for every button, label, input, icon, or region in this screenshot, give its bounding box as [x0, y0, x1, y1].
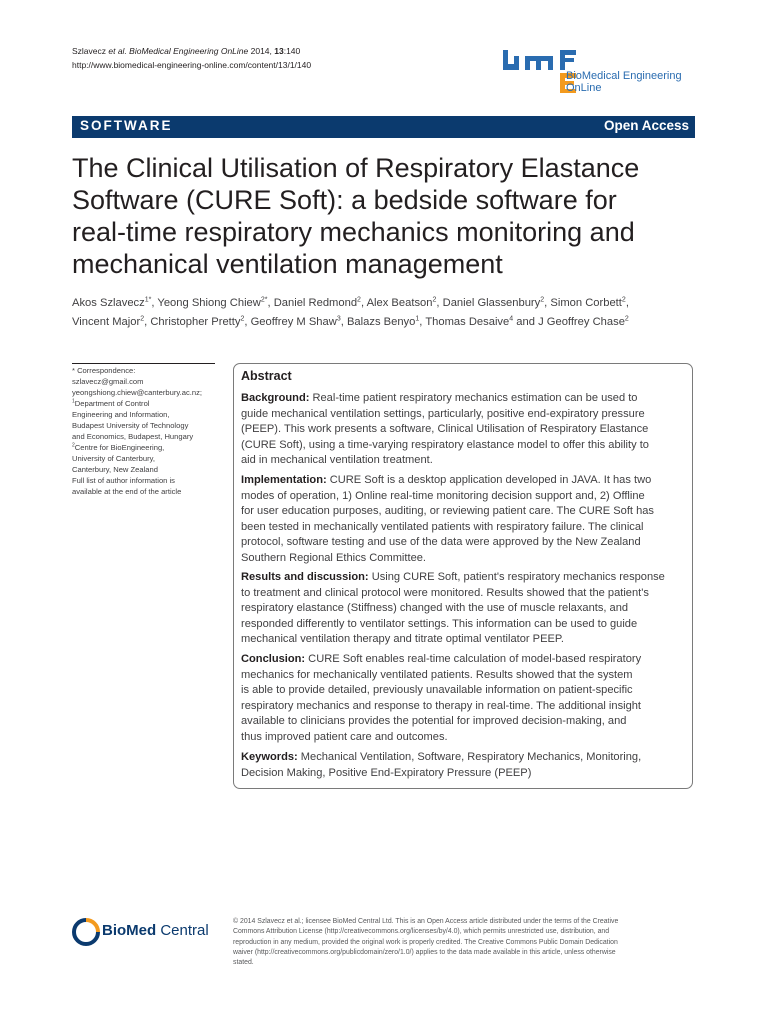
author-name: J Geoffrey Chase — [538, 316, 625, 328]
article-type-label: SOFTWARE — [80, 118, 173, 133]
abstract-heading: Abstract — [241, 369, 292, 383]
license-notice — [233, 917, 703, 968]
abstract-line — [241, 750, 687, 766]
author-affiliation: 2 — [624, 315, 629, 323]
section-label: Results and discussion: — [241, 571, 369, 583]
license-line: © 2014 Szlavecz et al.; licensee BioMed Central Ltd. This is an Open Access article distributed under the terms of the Creative — [233, 918, 619, 925]
section-label: Implementation: — [241, 474, 327, 486]
journal-logo-line1: BioMedical Engineering — [566, 70, 682, 82]
author-name: Geoffrey M Shaw — [250, 316, 337, 328]
abstract-background — [241, 391, 687, 469]
abstract-line: modes of operation, 1) Online real-time monitoring decision support and, 2) Offline — [241, 489, 645, 502]
abstract-keywords — [241, 750, 687, 781]
abstract-line: is able to provide detailed, previously unavailable information on patient-specific — [241, 684, 633, 696]
affiliation-number: 1 — [72, 398, 75, 405]
authors-conjunction: and — [516, 316, 535, 328]
publisher-logo-part1: BioMed — [102, 922, 157, 939]
citation-year: 2014, — [248, 46, 275, 56]
publisher-logo — [102, 922, 209, 939]
author-name: Akos Szlavecz — [72, 297, 145, 309]
abstract-line: Southern Regional Ethics Committee. — [241, 551, 426, 564]
author-name: Balazs Benyo — [346, 316, 416, 328]
affiliation-line: Budapest University of Technology — [72, 421, 189, 430]
author-name: Simon Corbett — [550, 297, 622, 309]
citation-block — [72, 44, 311, 72]
author-affiliation: 1* — [144, 296, 152, 304]
abstract-line: to treatment and clinical protocol were monitored. Results showed that the patient's — [241, 586, 649, 599]
author-affiliation: 2 — [432, 296, 437, 304]
affiliation-line: Engineering and Information, — [72, 410, 170, 419]
abstract-line — [241, 570, 687, 586]
title-line: real-time respiratory mechanics monitoring and — [72, 217, 635, 247]
citation-issue: :140 — [283, 46, 301, 56]
section-label: Conclusion: — [241, 653, 306, 665]
citation-etal: et al. — [108, 46, 127, 56]
abstract-line — [241, 473, 687, 489]
correspondence-divider — [72, 363, 215, 364]
correspondence-block — [72, 365, 217, 497]
abstract-line: available to clinicians provides the potential for improved decision-making, and — [241, 715, 627, 727]
abstract-line: Decision Making, Positive End-Expiratory Pressure (PEEP) — [241, 766, 532, 779]
author-info-note: available at the end of the article — [72, 487, 182, 496]
affiliation-line: Canterbury, New Zealand — [72, 465, 158, 474]
correspondence-heading: * Correspondence: — [72, 366, 136, 375]
author-line: Vincent Major$^2$, Christopher Pretty$^2$, Geoffrey M Shaw$^3$, Balazs Benyo$^1$, Thomas Desaive$^4$ and J Geoffrey Chase$^2$ — [72, 315, 629, 328]
affiliation-line — [72, 442, 217, 453]
affiliation-line: and Economics, Budapest, Hungary — [72, 432, 194, 441]
author-list — [72, 294, 702, 332]
author-affiliation: 2 — [140, 315, 145, 323]
abstract-line: aid in mechanical ventilation treatment. — [241, 454, 433, 466]
abstract-line: been tested in mechanically ventilated patients with respiratory failure. The clinical — [241, 520, 644, 533]
abstract-line: protocol, software testing and use of the data were approved by the New Zealand — [241, 536, 641, 548]
abstract-line: responded differently to ventilator settings. This information can be used to guide — [241, 617, 638, 630]
author-info-note: Full list of author information is — [72, 476, 175, 485]
title-line: The Clinical Utilisation of Respiratory Elastance — [72, 153, 640, 183]
correspondence-email[interactable]: yeongshiong.chiew@canterbury.ac.nz; — [72, 388, 202, 397]
abstract-implementation — [241, 473, 687, 566]
affiliation-number: 2 — [72, 442, 75, 449]
author-affiliation: 3 — [336, 315, 341, 323]
journal-logo-line2: OnLine — [566, 82, 602, 94]
author-name: Christopher Pretty — [150, 316, 241, 328]
license-line: waiver (http://creativecommons.org/publicdomain/zero/1.0/) applies to the data made available in this article, unless otherwise — [233, 948, 616, 956]
correspondence-email[interactable]: szlavecz@gmail.com — [72, 377, 144, 386]
abstract-line: guide mechanical ventilation settings, particularly, positive end-expiratory pressure — [241, 407, 645, 420]
author-affiliation: 2 — [540, 296, 545, 304]
license-line: stated. — [233, 959, 254, 967]
section-label: Keywords: — [241, 751, 298, 763]
author-name: Daniel Redmond — [273, 297, 358, 309]
license-line: Commons Attribution License (http://creativecommons.org/licenses/by/4.0), which permits unrestricted use, distribution, and — [233, 928, 610, 936]
citation-authors: Szlavecz — [72, 46, 109, 56]
publisher-logo-part2: Central — [156, 922, 209, 939]
author-line: Akos Szlavecz$^{1*}$, Yeong Shiong Chiew$^{2*}$, Daniel Redmond$^2$, Alex Beatson$^2$, Daniel Glassenbury$^2$, Simon Corbett$^2$, — [72, 296, 629, 309]
author-name: Daniel Glassenbury — [442, 297, 541, 309]
article-title — [72, 152, 702, 280]
section-text: CURE Soft enables real-time calculation of model-based respiratory — [305, 653, 642, 665]
abstract-line: (PEEP). This work presents a software, Clinical Utilisation of Respiratory Elastance — [241, 423, 649, 435]
section-text: Real-time patient respiratory mechanics estimation can be used to — [309, 392, 638, 404]
abstract-line: respiratory elastance (Stiffness) changed with the use of muscle relaxants, and — [241, 602, 629, 614]
author-name: Yeong Shiong Chiew — [157, 297, 261, 309]
title-line: Software (CURE Soft): a bedside software for — [72, 185, 617, 215]
author-affiliation: 2 — [357, 296, 361, 304]
section-text: CURE Soft is a desktop application developed in JAVA. It has two — [326, 474, 652, 486]
license-line: reproduction in any medium, provided the original work is properly credited. The Creative Commons Public Domain Dedication — [233, 938, 618, 946]
abstract-line: mechanics for mechanically ventilated patients. Results showed that the system — [241, 668, 633, 681]
abstract-conclusion — [241, 652, 687, 745]
abstract-line: mechanical ventilation therapy and titrate optimal ventilator PEEP. — [241, 633, 564, 645]
affiliation-line — [72, 398, 217, 409]
author-name: Alex Beatson — [366, 297, 433, 309]
section-text: Using CURE Soft, patient's respiratory mechanics response — [368, 571, 665, 583]
title-line: mechanical ventilation management — [72, 249, 503, 279]
affiliation-text: Department of Control — [74, 399, 150, 408]
section-label: Background: — [241, 392, 310, 404]
affiliation-line: University of Canterbury, — [72, 454, 155, 463]
section-text: Mechanical Ventilation, Software, Respiratory Mechanics, Monitoring, — [297, 751, 642, 763]
abstract-line: thus improved patient care and outcomes. — [241, 730, 448, 743]
author-name: Vincent Major — [72, 316, 141, 328]
author-name: Thomas Desaive — [425, 316, 510, 328]
author-affiliation: 2 — [621, 296, 626, 304]
abstract-line — [241, 391, 687, 407]
open-access-label: Open Access — [603, 118, 689, 133]
article-url[interactable]: http://www.biomedical-engineering-online.com/content/13/1/140 — [72, 60, 312, 70]
abstract-line — [241, 652, 687, 668]
citation-journal: BioMedical Engineering OnLine — [126, 46, 249, 56]
journal-logo-text — [566, 70, 682, 94]
citation-volume: 13 — [274, 46, 284, 56]
author-affiliation: 4 — [509, 315, 514, 323]
author-affiliation: 2 — [240, 315, 245, 323]
author-affiliation: 2* — [260, 296, 268, 304]
abstract-line: (CURE Soft), using a time-varying respiratory elastance model to offer this ability to — [241, 438, 649, 451]
citation-line — [72, 44, 311, 58]
abstract-line: for user education purposes, auditing, or reviewing patient care. The CURE Soft has — [241, 505, 654, 517]
abstract-results — [241, 570, 687, 648]
affiliation-text: Centre for BioEngineering, — [74, 443, 165, 452]
abstract-line: respiratory mechanics and response to therapy in real-time. The additional insight — [241, 699, 641, 712]
author-affiliation: 1 — [415, 315, 420, 323]
